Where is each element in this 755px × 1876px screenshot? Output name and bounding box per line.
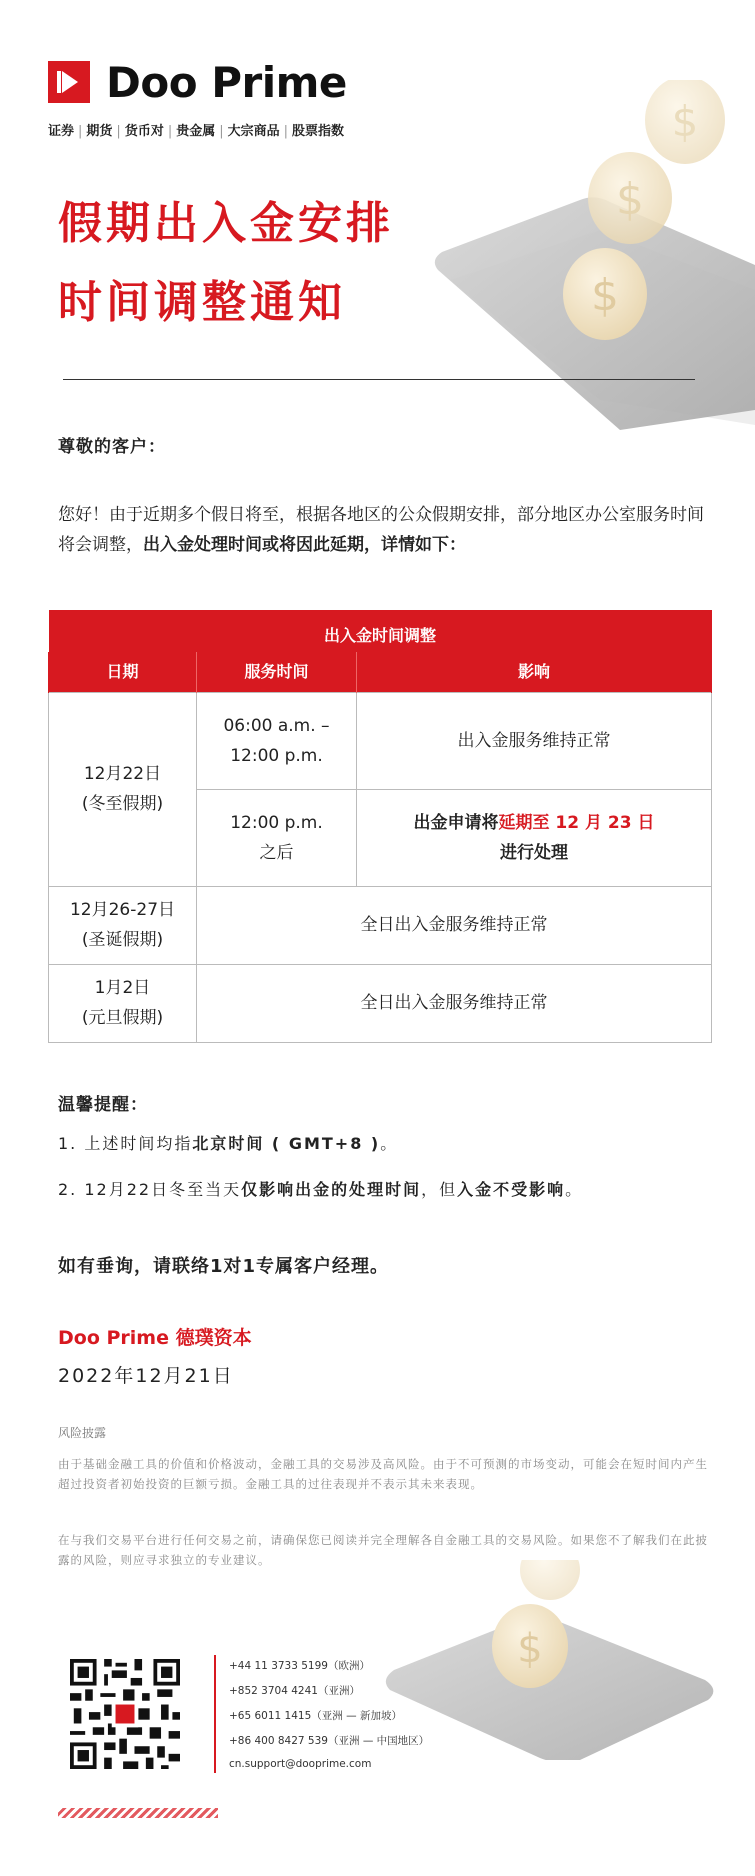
intro-paragraph: [58, 500, 718, 560]
tip-emphasis: 入金不受影响: [457, 1180, 566, 1199]
schedule-table: [48, 610, 712, 1043]
phone-singapore: +65 6011 1415（亚洲 — 新加坡）: [229, 1710, 402, 1722]
date-cell: [49, 692, 197, 886]
company-name: Doo Prime 德璞资本: [58, 1327, 252, 1349]
support-email[interactable]: cn.support@dooprime.com: [229, 1758, 372, 1770]
impact-text-highlight: 延期至 12 月 23 日: [498, 812, 655, 833]
impact-text-post: 进行处理: [500, 842, 569, 863]
svg-text:$: $: [591, 270, 619, 321]
logo-icon: [48, 61, 90, 103]
contact-note: 如有垂询，请联络1对1专属客户经理。: [58, 1256, 390, 1277]
intro-text: 您好！由于近期多个假日将至，根据各地区的公众假期安排，部分地区办公室服务时间将会调整，: [58, 505, 704, 555]
tip-emphasis: 仅影响出金的处理时间: [241, 1180, 422, 1199]
service-time-text: 06:00 a.m. –: [223, 715, 330, 736]
impact-text: [357, 808, 711, 838]
impact-cell: [357, 789, 712, 886]
risk-paragraph: 由于基础金融工具的价值和价格波动，金融工具的交易涉及高风险。由于不可预测的市场变动，可能会在短时间内产生超过投资者初始投资的巨额亏损。金融工具的过往表现并不表示其未来表现。: [58, 1457, 708, 1491]
tip-text: 2. 12月22日冬至当天: [58, 1180, 242, 1199]
title-divider: [63, 379, 695, 380]
date-cell: [49, 886, 197, 964]
nav-item: 期货: [86, 124, 113, 139]
table-row: [49, 692, 712, 789]
impact-text-pre: 出金申请将: [413, 812, 499, 833]
phone-china: +86 400 8427 539（亚洲 — 中国地区）: [229, 1735, 430, 1747]
brand-name: Doo Prime: [106, 58, 347, 107]
footer-divider: [214, 1655, 216, 1773]
nav-item: 大宗商品: [227, 124, 280, 139]
page-title-line2: 时间调整通知: [58, 277, 346, 328]
column-header-impact: 影响: [357, 652, 712, 692]
nav-item: 货币对: [124, 124, 164, 139]
table-row: [49, 886, 712, 964]
phone-coins-illustration: [430, 80, 755, 430]
intro-emphasis: 出入金处理时间或将因此延期，详情如下：: [143, 535, 466, 555]
phone-coin-illustration: [380, 1560, 720, 1760]
svg-text:$: $: [671, 97, 699, 146]
brand-nav: 证券 | 期货 | 货币对 | 贵金属 | 大宗商品 | 股票指数: [48, 124, 345, 139]
date-text: 12月22日: [83, 764, 162, 784]
service-time-cell: [197, 692, 357, 789]
date-cell: [49, 964, 197, 1042]
tip-text: 。: [565, 1180, 584, 1199]
decorative-stripe: [58, 1808, 218, 1818]
table-caption: 出入金时间调整: [49, 610, 712, 652]
impact-cell: 出入金服务维持正常: [357, 692, 712, 789]
impact-cell: 全日出入金服务维持正常: [197, 886, 712, 964]
column-header-date: 日期: [49, 652, 197, 692]
nav-item: 贵金属: [176, 124, 216, 139]
nav-item: 股票指数: [292, 124, 345, 139]
service-time-text: 之后: [259, 842, 294, 863]
tip-text: 。: [380, 1134, 399, 1153]
holiday-text: (圣诞假期): [81, 930, 164, 950]
svg-text:$: $: [616, 174, 644, 225]
notice-date: 2022年12月21日: [58, 1365, 234, 1387]
tip-item: [58, 1131, 398, 1154]
svg-text:$: $: [517, 1626, 543, 1672]
tips-title: 温馨提醒：: [58, 1095, 148, 1115]
holiday-text: (冬至假期): [81, 794, 164, 814]
tip-text: ，但: [421, 1180, 458, 1199]
date-text: 12月26-27日: [69, 900, 176, 920]
impact-cell: 全日出入金服务维持正常: [197, 964, 712, 1042]
tip-item: [58, 1177, 583, 1200]
service-time-text: 12:00 p.m.: [230, 745, 323, 766]
page-title-line1: 假期出入金安排: [58, 198, 394, 249]
column-header-service-time: 服务时间: [197, 652, 357, 692]
tip-emphasis: 北京时间 ( GMT+8 ): [192, 1134, 381, 1153]
risk-title: 风险披露: [58, 1426, 107, 1440]
table-row: [49, 964, 712, 1042]
date-text: 1月2日: [94, 978, 151, 998]
greeting: 尊敬的客户：: [58, 437, 166, 457]
phone-asia: +852 3704 4241（亚洲）: [229, 1685, 360, 1697]
holiday-text: (元旦假期): [81, 1008, 164, 1028]
phone-europe: +44 11 3733 5199（欧洲）: [229, 1660, 370, 1672]
service-time-text: 12:00 p.m.: [230, 812, 323, 833]
tip-text: 1. 上述时间均指: [58, 1134, 193, 1153]
qr-code-icon: [70, 1659, 180, 1769]
nav-item: 证券: [48, 124, 75, 139]
service-time-cell: [197, 789, 357, 886]
risk-paragraph: 在与我们交易平台进行任何交易之前，请确保您已阅读并完全理解各自金融工具的交易风险。如果您不了解我们在此披露的风险，则应寻求独立的专业建议。: [58, 1533, 708, 1567]
